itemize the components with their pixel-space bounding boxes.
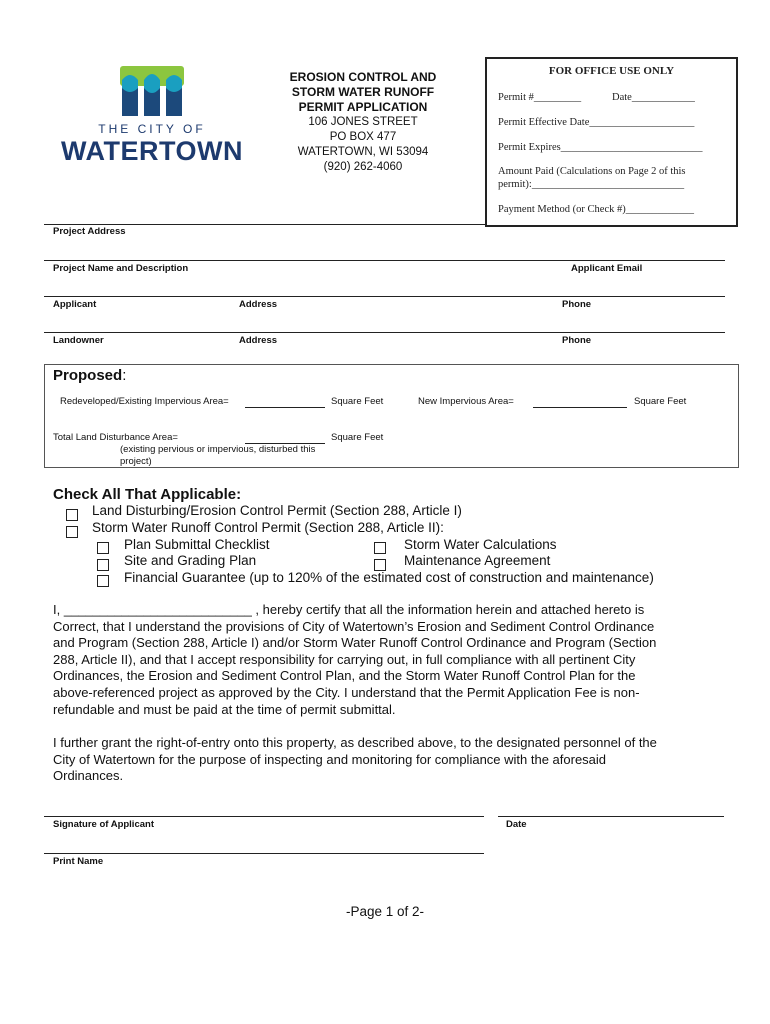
office-use-title: FOR OFFICE USE ONLY [548, 65, 675, 77]
city-logo [46, 66, 258, 166]
redeveloped-area-unit: Square Feet [331, 396, 384, 407]
grant-line-1: I further grant the right-of-entry onto this property, as described above, to the designated personnel of the [53, 735, 657, 750]
storm-water-permit-label: Storm Water Runoff Control Permit (Section 288, Article II): [92, 520, 444, 535]
storm-water-permit-checkbox[interactable] [66, 526, 78, 538]
applicant-address-label[interactable]: Address [239, 299, 278, 310]
right-of-entry-paragraph [53, 735, 713, 785]
form-title-line-1: EROSION CONTROL AND [289, 70, 437, 84]
certify-line-6: above-referenced project as approved by the City. I understand that the Permit Application Fee is non- [53, 684, 640, 700]
landowner-address-label[interactable]: Address [239, 335, 278, 346]
page-number: -Page 1 of 2- [345, 904, 425, 919]
land-disturbing-permit-label: Land Disturbing/Erosion Control Permit (Section 288, Article I) [92, 503, 462, 518]
signature-label: Signature of Applicant [53, 819, 154, 830]
office-permit-expires[interactable]: Permit Expires___________________________ [498, 142, 703, 153]
certify-line-7: refundable and must be paid at the time of permit submittal. [53, 701, 396, 717]
form-title-line-3: PERMIT APPLICATION [298, 100, 428, 114]
certify-line-2: Correct, that I understand the provisions of City of Watertown’s Erosion and Sediment Control Ordinance [53, 618, 655, 634]
address-line-1: 106 JONES STREET [308, 116, 418, 128]
land-disturbing-permit-checkbox[interactable] [66, 509, 78, 521]
office-date[interactable]: Date____________ [612, 92, 695, 103]
project-address-top-line [44, 224, 485, 225]
signature-date-label: Date [506, 819, 527, 830]
print-name-label: Print Name [53, 856, 104, 867]
grant-line-2: City of Watertown for the purpose of inspecting and monitoring for compliance with the aforesaid [53, 751, 607, 767]
phone-line: (920) 262-4060 [323, 161, 403, 173]
office-amount-paid-line-1[interactable]: Amount Paid (Calculations on Page 2 of this [498, 166, 686, 177]
site-grading-plan-label: Site and Grading Plan [124, 553, 257, 568]
storm-water-calculations-checkbox[interactable] [374, 542, 386, 554]
logo-watertown: WATERTOWN [61, 136, 243, 166]
signature-line[interactable] [44, 816, 484, 817]
financial-guarantee-label: Financial Guarantee (up to 120% of the estimated cost of construction and maintenance) [124, 570, 654, 585]
new-impervious-area-label: New Impervious Area= [418, 396, 514, 407]
address-line-3: WATERTOWN, WI 53094 [297, 146, 429, 158]
total-land-note-line-2: project) [120, 456, 152, 467]
site-grading-plan-checkbox[interactable] [97, 559, 109, 571]
storm-water-calculations-label: Storm Water Calculations [404, 537, 557, 552]
landowner-line [44, 332, 725, 333]
landowner-label[interactable]: Landowner [53, 335, 104, 346]
office-permit-number[interactable]: Permit #_________ [498, 92, 582, 103]
office-amount-paid-line-2[interactable]: permit):_____________________________ [498, 179, 685, 190]
landowner-phone-label[interactable]: Phone [562, 335, 592, 346]
office-use-box [485, 57, 738, 227]
plan-submittal-checkbox[interactable] [97, 542, 109, 554]
form-header [282, 70, 444, 175]
applicant-email-label[interactable]: Applicant Email [571, 263, 643, 274]
total-land-disturbance-label: Total Land Disturbance Area= [53, 432, 178, 443]
office-payment-method[interactable]: Payment Method (or Check #)_____________ [498, 204, 694, 215]
grant-line-3: Ordinances. [53, 768, 124, 784]
project-name-line [44, 260, 725, 261]
form-title-line-2: STORM WATER RUNOFF [291, 85, 435, 99]
applicant-line [44, 296, 725, 297]
print-name-line[interactable] [44, 853, 484, 854]
new-impervious-area-unit: Square Feet [634, 396, 687, 407]
proposed-title: Proposed: [53, 367, 127, 384]
financial-guarantee-checkbox[interactable] [97, 575, 109, 587]
redeveloped-area-input[interactable] [245, 407, 325, 408]
redeveloped-area-label: Redeveloped/Existing Impervious Area= [60, 396, 229, 407]
certification-paragraph [53, 602, 713, 718]
logo-city-of: THE CITY OF [98, 122, 206, 136]
total-land-note-line-1: (existing pervious or impervious, disturbed this [120, 444, 316, 455]
new-impervious-area-input[interactable] [533, 407, 627, 408]
signature-date-line[interactable] [498, 816, 724, 817]
certify-line-1[interactable]: I, __________________________ , hereby certify that all the information herein and attached hereto is [53, 602, 645, 617]
maintenance-agreement-label: Maintenance Agreement [404, 553, 551, 568]
certify-line-3: and Program (Section 288, Article I) and/or Storm Water Runoff Control Ordinance and Program (Section [53, 635, 657, 651]
check-all-title: Check All That Applicable: [53, 486, 242, 503]
applicant-phone-label[interactable]: Phone [562, 299, 592, 310]
office-permit-effective-date[interactable]: Permit Effective Date____________________ [498, 117, 695, 128]
certify-line-4: 288, Article II), and that I accept responsibility for carrying out, in full compliance with all pertinent City [53, 651, 636, 667]
total-land-disturbance-unit: Square Feet [331, 432, 384, 443]
address-line-2: PO BOX 477 [329, 131, 397, 143]
applicant-label[interactable]: Applicant [53, 299, 97, 310]
certify-line-5: Ordinances, the Erosion and Sediment Control Plan, and the Storm Water Runoff Control Plan for the [53, 668, 636, 684]
project-name-label[interactable]: Project Name and Description [53, 263, 189, 274]
watertown-logo-mark-icon [120, 66, 184, 118]
project-address-label[interactable]: Project Address [53, 226, 126, 237]
plan-submittal-label: Plan Submittal Checklist [124, 537, 270, 552]
